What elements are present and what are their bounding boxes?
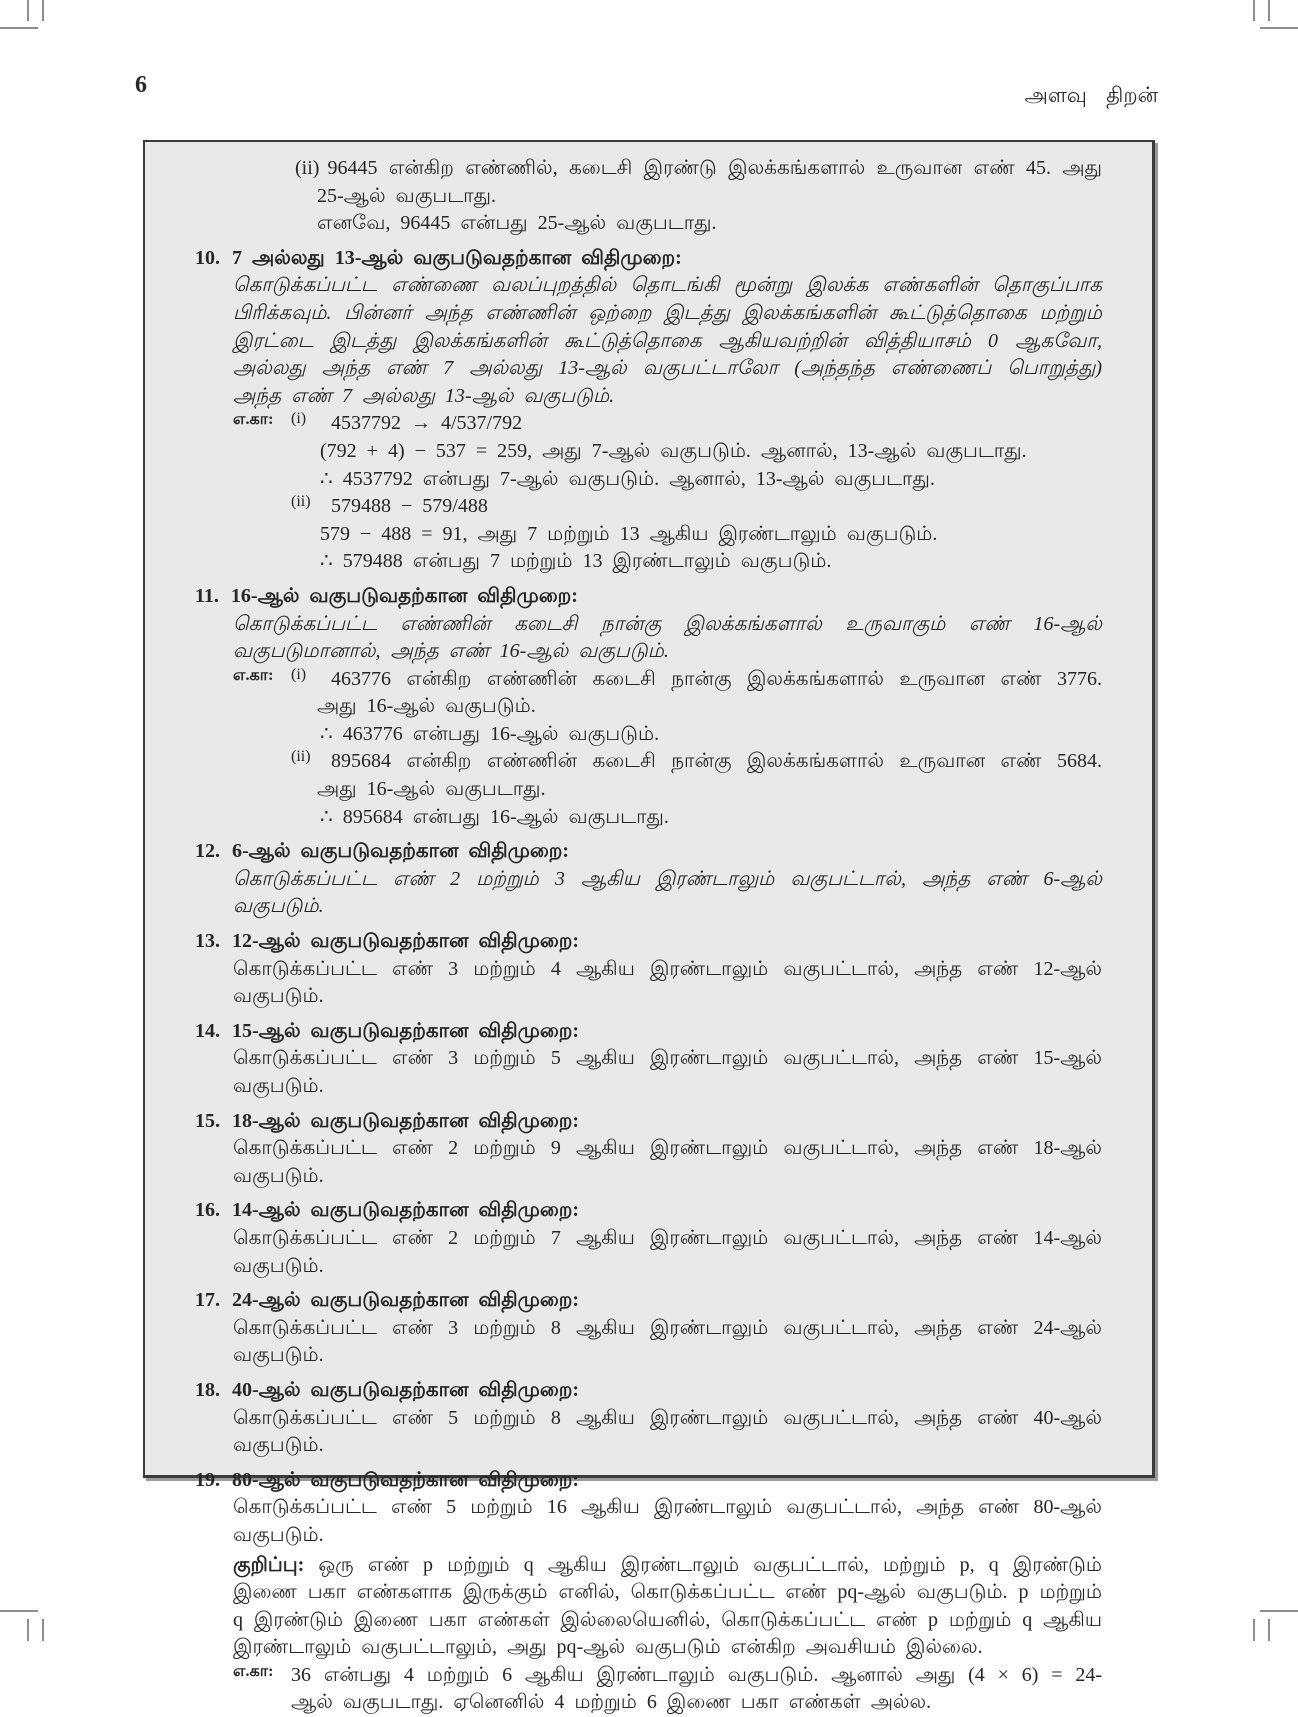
rule-title-11: 16-ஆல் வகுபடுவதற்கான விதிமுறை: <box>230 584 578 607</box>
rule-number-11: 11. <box>195 584 219 607</box>
rule-text-12: கொடுக்கப்பட்ட எண் 2 மற்றும் 3 ஆகிய இரண்டாலும் வகுபட்டால், அந்த எண் 6-ஆல் வகுபடும். <box>233 867 1102 918</box>
example-text: 579488 − 579/488 <box>331 495 488 518</box>
rule-number-16: 16. <box>195 1199 220 1222</box>
crop-mark <box>1268 0 1270 21</box>
rule-title-13: 12-ஆல் வகுபடுவதற்கான விதிமுறை: <box>232 930 580 953</box>
rule-heading-18 <box>195 1377 1102 1405</box>
example-step-line: (792 + 4) − 537 = 259, அது 7-ஆல் வகுபடும். ஆனால், 13-ஆல் வகுபடாது. <box>320 439 1027 462</box>
crop-mark <box>1268 1619 1270 1641</box>
crop-mark <box>1253 0 1255 21</box>
example-label: எ.கா: <box>233 411 274 429</box>
rule-number-18: 18. <box>195 1378 220 1401</box>
example-row-11-i <box>233 666 1102 694</box>
rule-title-17: 24-ஆல் வகுபடுவதற்கான விதிமுறை: <box>232 1289 580 1312</box>
header-title: அளவு திறன் <box>1024 83 1158 107</box>
note-text: ஒரு எண் p மற்றும் q ஆகிய இரண்டாலும் வகுபட்டால், மற்றும் p, q இரண்டும் இணை பகா எண்களாக இருக்கும் எனில், கொடுக்கப்பட்ட எண் pq-ஆல் வகுபடும். p மற்றும் q இரண்டும் இணை பகா எண்கள் இல்லையெனில், கொடுக்கப்பட்ட எண் p மற்றும் q ஆகிய இரண்டாலும் வகுபட்டாலும், அது pq-ஆல் வகுபடும் என்கிற அவசியம் இல்லை. <box>233 1553 1103 1659</box>
example-marker: (i) <box>291 665 307 683</box>
example-label: எ.கா: <box>233 1662 274 1680</box>
crop-mark <box>0 1610 38 1612</box>
intro-example-marker: (ii) <box>295 157 320 179</box>
example-conclusion-line: ∴ 579488 என்பது 7 மற்றும் 13 இரண்டாலும் வகுபடும். <box>320 550 832 573</box>
rule-text-17: கொடுக்கப்பட்ட எண் 3 மற்றும் 8 ஆகிய இரண்டாலும் வகுபட்டால், அந்த எண் 24-ஆல் வகுபடும். <box>233 1316 1102 1367</box>
rule-heading-14 <box>195 1018 1102 1046</box>
example-continuation-line: அது 16-ஆல் வகுபடாது. <box>317 778 546 801</box>
rule-title-18: 40-ஆல் வகுபடுவதற்கான விதிமுறை: <box>232 1378 580 1401</box>
rule-text-16: கொடுக்கப்பட்ட எண் 2 மற்றும் 7 ஆகிய இரண்டாலும் வகுபட்டால், அந்த எண் 14-ஆல் வகுபடும். <box>233 1226 1102 1277</box>
example-marker: (i) <box>291 410 307 428</box>
crop-mark <box>1260 27 1298 29</box>
rule-title-19: 80-ஆல் வகுபடுவதற்கான விதிமுறை: <box>232 1468 580 1491</box>
rule-heading-12 <box>195 838 1102 866</box>
rule-number-14: 14. <box>195 1019 220 1042</box>
rule-number-17: 17. <box>195 1289 220 1312</box>
rule-title-12: 6-ஆல் வகுபடுவதற்கான விதிமுறை: <box>232 840 570 863</box>
crop-mark <box>27 1619 29 1641</box>
rule-text-18: கொடுக்கப்பட்ட எண் 5 மற்றும் 8 ஆகிய இரண்டாலும் வகுபட்டால், அந்த எண் 40-ஆல் வகுபடும். <box>233 1406 1102 1457</box>
rule-heading-13 <box>195 928 1102 956</box>
example-row-11-ii <box>233 748 1102 776</box>
rule-title-10: 7 அல்லது 13-ஆல் வகுபடுவதற்கான விதிமுறை: <box>232 246 682 269</box>
example-label: எ.கா: <box>233 666 274 684</box>
example-conclusion-line: ∴ 4537792 என்பது 7-ஆல் வகுபடும். ஆனால், 13-ஆல் வகுபடாது. <box>320 467 935 490</box>
content-box <box>143 140 1155 1714</box>
rule-heading-15 <box>195 1108 1102 1136</box>
rule-number-12: 12. <box>195 840 220 863</box>
rule-title-15: 18-ஆல் வகுபடுவதற்கான விதிமுறை: <box>232 1109 580 1132</box>
example-label-spacer <box>233 493 291 521</box>
example-marker: (ii) <box>291 493 311 511</box>
example-text: 895684 என்கிற எண்ணின் கடைசி நான்கு இலக்கங்களால் உருவான எண் 5684. <box>331 750 1102 773</box>
example-marker: (ii) <box>291 748 311 766</box>
example-conclusion-line: ∴ 463776 என்பது 16-ஆல் வகுபடும். <box>320 722 660 745</box>
crop-mark <box>1253 1619 1255 1641</box>
example-label-spacer <box>233 748 291 776</box>
rule-heading-17 <box>195 1287 1102 1315</box>
example-row-10-ii <box>233 493 1102 521</box>
example-continuation-line: அது 16-ஆல் வகுபடும். <box>317 695 536 718</box>
rule-number-13: 13. <box>195 930 220 953</box>
intro-example-line <box>295 155 1102 210</box>
rule-text-15: கொடுக்கப்பட்ட எண் 2 மற்றும் 9 ஆகிய இரண்டாலும் வகுபட்டால், அந்த எண் 18-ஆல் வகுபடும். <box>233 1137 1102 1187</box>
rule-title-16: 14-ஆல் வகுபடுவதற்கான விதிமுறை: <box>232 1199 580 1222</box>
rule-heading-19 <box>195 1467 1102 1495</box>
rule-text-14: கொடுக்கப்பட்ட எண் 3 மற்றும் 5 ஆகிய இரண்டாலும் வகுபட்டால், அந்த எண் 15-ஆல் வகுபடும். <box>233 1047 1102 1097</box>
crop-mark <box>27 0 29 21</box>
crop-mark <box>42 1619 44 1641</box>
rule-text-13: கொடுக்கப்பட்ட எண் 3 மற்றும் 4 ஆகிய இரண்டாலும் வகுபட்டால், அந்த எண் 12-ஆல் வகுபடும். <box>233 957 1102 1008</box>
rule-text-11: கொடுக்கப்பட்ட எண்ணின் கடைசி நான்கு இலக்கங்களால் உருவாகும் எண் 16-ஆல் வகுபடுமானால், அந்த எண் 16-ஆல் வகுபடும். <box>233 612 1102 663</box>
rule-number-10: 10. <box>195 246 220 269</box>
page-number: 6 <box>135 72 147 98</box>
crop-mark <box>1260 1610 1298 1612</box>
rule-heading-16 <box>195 1197 1102 1225</box>
example-row-10-i <box>233 410 1102 438</box>
crop-mark <box>42 0 44 21</box>
final-example-text: 36 என்பது 4 மற்றும் 6 ஆகிய இரண்டாலும் வகுபடும். ஆனால் அது (4 × 6) = 24-ஆல் வகுபடாது. ஏனெனில் 4 மற்றும் 6 இணை பகா எண்கள் அல்ல. <box>291 1663 1102 1714</box>
rule-title-14: 15-ஆல் வகுபடுவதற்கான விதிமுறை: <box>232 1019 580 1042</box>
example-step-line: 579 − 488 = 91, அது 7 மற்றும் 13 ஆகிய இரண்டாலும் வகுபடும். <box>320 522 938 545</box>
intro-example-text: 96445 என்கிற எண்ணில், கடைசி இரண்டு இலக்கங்களால் உருவான எண் 45. அது 25-ஆல் வகுபடாது. <box>317 157 1102 207</box>
rule-number-15: 15. <box>195 1109 220 1132</box>
rule-heading-10 <box>195 245 1102 273</box>
example-conclusion-line: ∴ 895684 என்பது 16-ஆல் வகுபடாது. <box>320 805 669 828</box>
note-label: குறிப்பு: <box>233 1553 305 1576</box>
intro-conclusion-line: எனவே, 96445 என்பது 25-ஆல் வகுபடாது. <box>317 212 717 235</box>
rule-text-19: கொடுக்கப்பட்ட எண் 5 மற்றும் 16 ஆகிய இரண்டாலும் வகுபட்டால், அந்த எண் 80-ஆல் வகுபடும். <box>233 1496 1102 1546</box>
note-paragraph <box>233 1552 1102 1662</box>
rule-text-10: கொடுக்கப்பட்ட எண்ணை வலப்புறத்தில் தொடங்கி மூன்று இலக்க எண்களின் தொகுப்பாக பிரிக்கவும். பின்னர் அந்த எண்ணின் ஒற்றை இடத்து இலக்கங்களின் கூட்டுத்தொகை மற்றும் இரட்டை இடத்து இலக்கங்களின் கூட்டுத்தொகை ஆகியவற்றின் வித்தியாசம் 0 ஆகவோ, அல்லது அந்த எண் 7 அல்லது 13-ஆல் வகுபட்டாலோ (அந்தந்த எண்ணைப் பொறுத்து) அந்த எண் 7 அல்லது 13-ஆல் வகுபடும். <box>233 274 1102 407</box>
crop-mark <box>0 27 38 29</box>
rule-number-19: 19. <box>195 1468 220 1491</box>
final-example-row <box>233 1662 1102 1717</box>
example-text: 463776 என்கிற எண்ணின் கடைசி நான்கு இலக்கங்களால் உருவான எண் 3776. <box>331 667 1102 690</box>
rule-heading-11 <box>195 583 1102 611</box>
example-text: 4537792 → 4/537/792 <box>331 412 523 435</box>
